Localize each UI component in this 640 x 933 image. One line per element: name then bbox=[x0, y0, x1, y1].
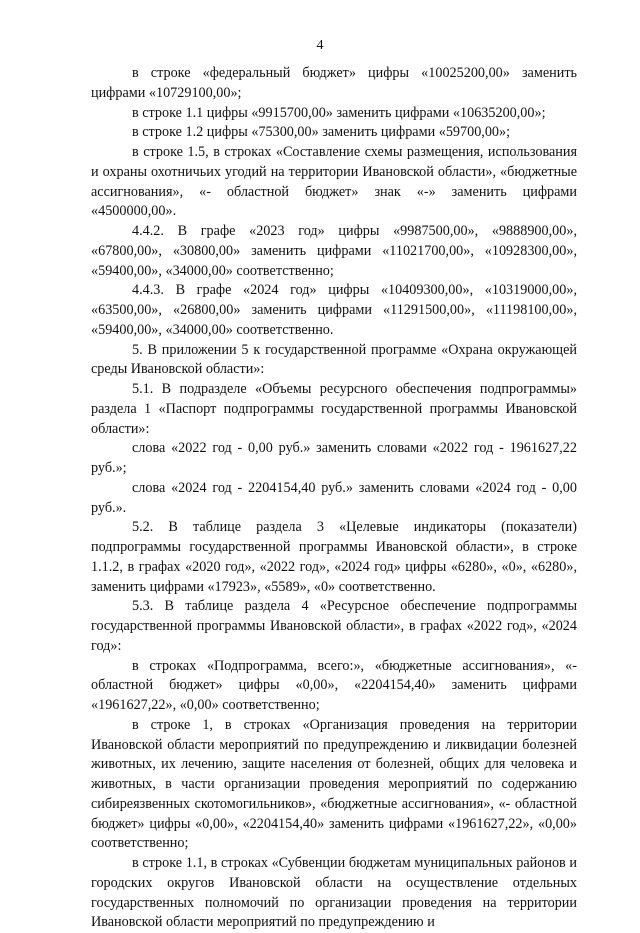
paragraph: в строке 1.1 цифры «9915700,00» заменить цифрами «10635200,00»; bbox=[132, 104, 546, 121]
page-number: 4 bbox=[316, 38, 324, 53]
paragraph: 4.4.3. В графе «2024 год» цифры «10409300,00», «10319000,00», «63500,00», «26800,00» заменить цифрами «11291500,00», «11198100,00», «59400,00», «34000,00» соответственно. bbox=[91, 282, 577, 338]
paragraph: в строке 1, в строках «Организация проведения на территории Ивановской области мероприятий по предупреждению и ликвидации болезней животных, их лечению, защите населения от болезней, общих для человека и животных, в части организации проведения мероприятий по содержанию сибиреязвенных скотомогильников», «бюджетные ассигнования», «- областной бюджет» цифры «0,00», «2204154,40» заменить цифрами «1961627,22», «0,00» соответственно; bbox=[91, 716, 577, 852]
paragraph: слова «2024 год - 2204154,40 руб.» заменить словами «2024 год - 0,00 руб.». bbox=[91, 479, 577, 516]
paragraph: слова «2022 год - 0,00 руб.» заменить словами «2022 год - 1961627,22 руб.»; bbox=[91, 440, 577, 476]
paragraph: 5. В приложении 5 к государственной программе «Охрана окружающей среды Ивановской области»: bbox=[91, 341, 577, 378]
paragraph: в строках «Подпрограмма, всего:», «бюджетные ассигнования», «- областной бюджет» цифры «0,00», «2204154,40» заменить цифрами «1961627,22», «0,00» соответственно; bbox=[91, 657, 577, 713]
paragraph: 4.4.2. В графе «2023 год» цифры «9987500,00», «9888900,00», «67800,00», «30800,00» заменить цифрами «11021700,00», «10928300,00», «59400,00», «34000,00» соответственно; bbox=[91, 223, 577, 279]
paragraph: 5.2. В таблице раздела 3 «Целевые индикаторы (показатели) подпрограммы государственной программы Ивановской области», в строке 1.1.2, в графах «2020 год», «2022 год», «2024 год» цифры «6280», «0», «6280», заменить цифрами «17923», «5589», «0» соответственно. bbox=[91, 519, 577, 595]
paragraph: в строке 1.1, в строках «Субвенции бюджетам муниципальных районов и городских округов Ивановской области на осуществление отдельных государственных полномочий по организации проведения на территории Ивановской области мероприятий по предупреждению и bbox=[91, 855, 577, 931]
paragraph: в строке 1.5, в строках «Составление схемы размещения, использования и охраны охотничьих угодий на территории Ивановской области», «бюджетные ассигнования», «- областной бюджет» знак «-» заменить цифрами «4500000,00». bbox=[91, 144, 577, 220]
paragraph: в строке «федеральный бюджет» цифры «10025200,00» заменить цифрами «10729100,00»; bbox=[91, 65, 577, 101]
paragraph: в строке 1.2 цифры «75300,00» заменить цифрами «59700,00»; bbox=[132, 124, 511, 141]
paragraph: 5.3. В таблице раздела 4 «Ресурсное обеспечение подпрограммы государственной программы Ивановской области», в графах «2022 год», «2024 год»: bbox=[91, 598, 577, 654]
paragraph: 5.1. В подразделе «Объемы ресурсного обеспечения подпрограммы» раздела 1 «Паспорт подпрограммы государственной программы Ивановской области»: bbox=[91, 381, 577, 437]
document-body bbox=[91, 64, 577, 933]
